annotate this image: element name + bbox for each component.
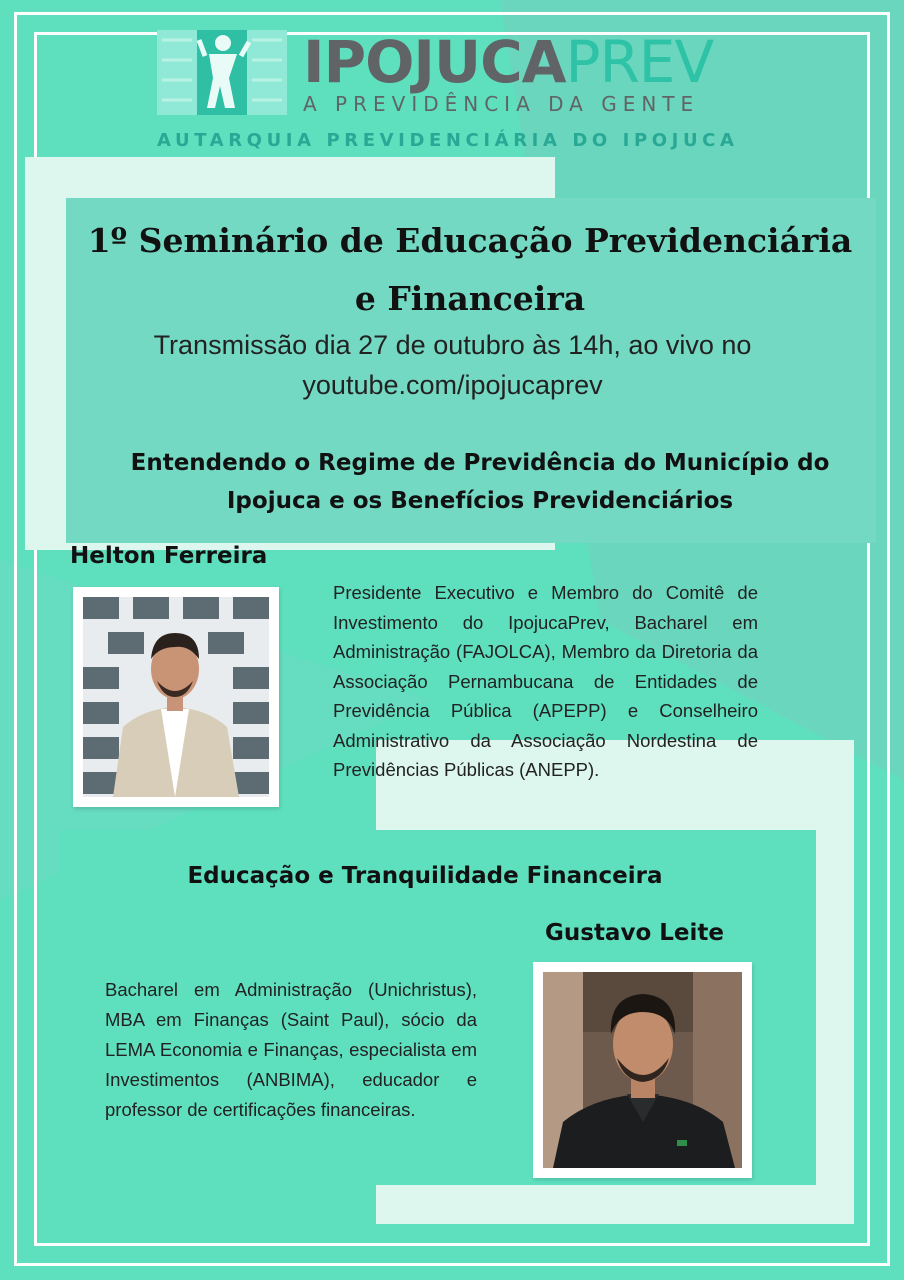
ipojucaprev-logo: [157, 28, 739, 151]
transmission-info: Transmissão dia 27 de outubro às 14h, ao vivo no youtube.com/ipojucaprev: [153, 330, 752, 400]
event-title: 1º Seminário de Educação Previdenciária e Financeira: [87, 221, 853, 318]
talk1-title: Entendendo o Regime de Previdência do Município do Ipojuca e os Benefícios Previdenciários: [130, 450, 830, 514]
talk1-speaker-name: Helton Ferreira: [70, 543, 268, 569]
institution-subtitle: AUTARQUIA PREVIDENCIÁRIA DO IPOJUCA: [157, 130, 739, 151]
talk2-speaker-bio: Bacharel em Administração (Unichristus), MBA em Finanças (Saint Paul), sócio da LEMA Economia e Finanças, especialista em Investimentos (ANBIMA), educador e professor de certificações financeiras.: [105, 979, 477, 1120]
speaker1-photo: [73, 587, 279, 807]
talk1-speaker-bio: Presidente Executivo e Membro do Comitê de Investimento do IpojucaPrev, Bacharel em Administração (FAJOLCA), Membro da Diretoria da Associação Pernambucana de Entidades de Previdência Pública (APEPP) e Conselheiro Administrativo da Associação Nordestina de Previdências Públicas (ANEPP).: [333, 582, 758, 780]
talk2-speaker-name: Gustavo Leite: [545, 920, 724, 946]
brand-tagline: A PREVIDÊNCIA DA GENTE: [303, 92, 700, 116]
talk2-title: Educação e Tranquilidade Financeira: [187, 863, 663, 889]
person-figure-icon: [157, 30, 287, 115]
brand-name: IPOJUCAPREV: [303, 28, 714, 96]
speaker2-photo: [533, 962, 752, 1178]
